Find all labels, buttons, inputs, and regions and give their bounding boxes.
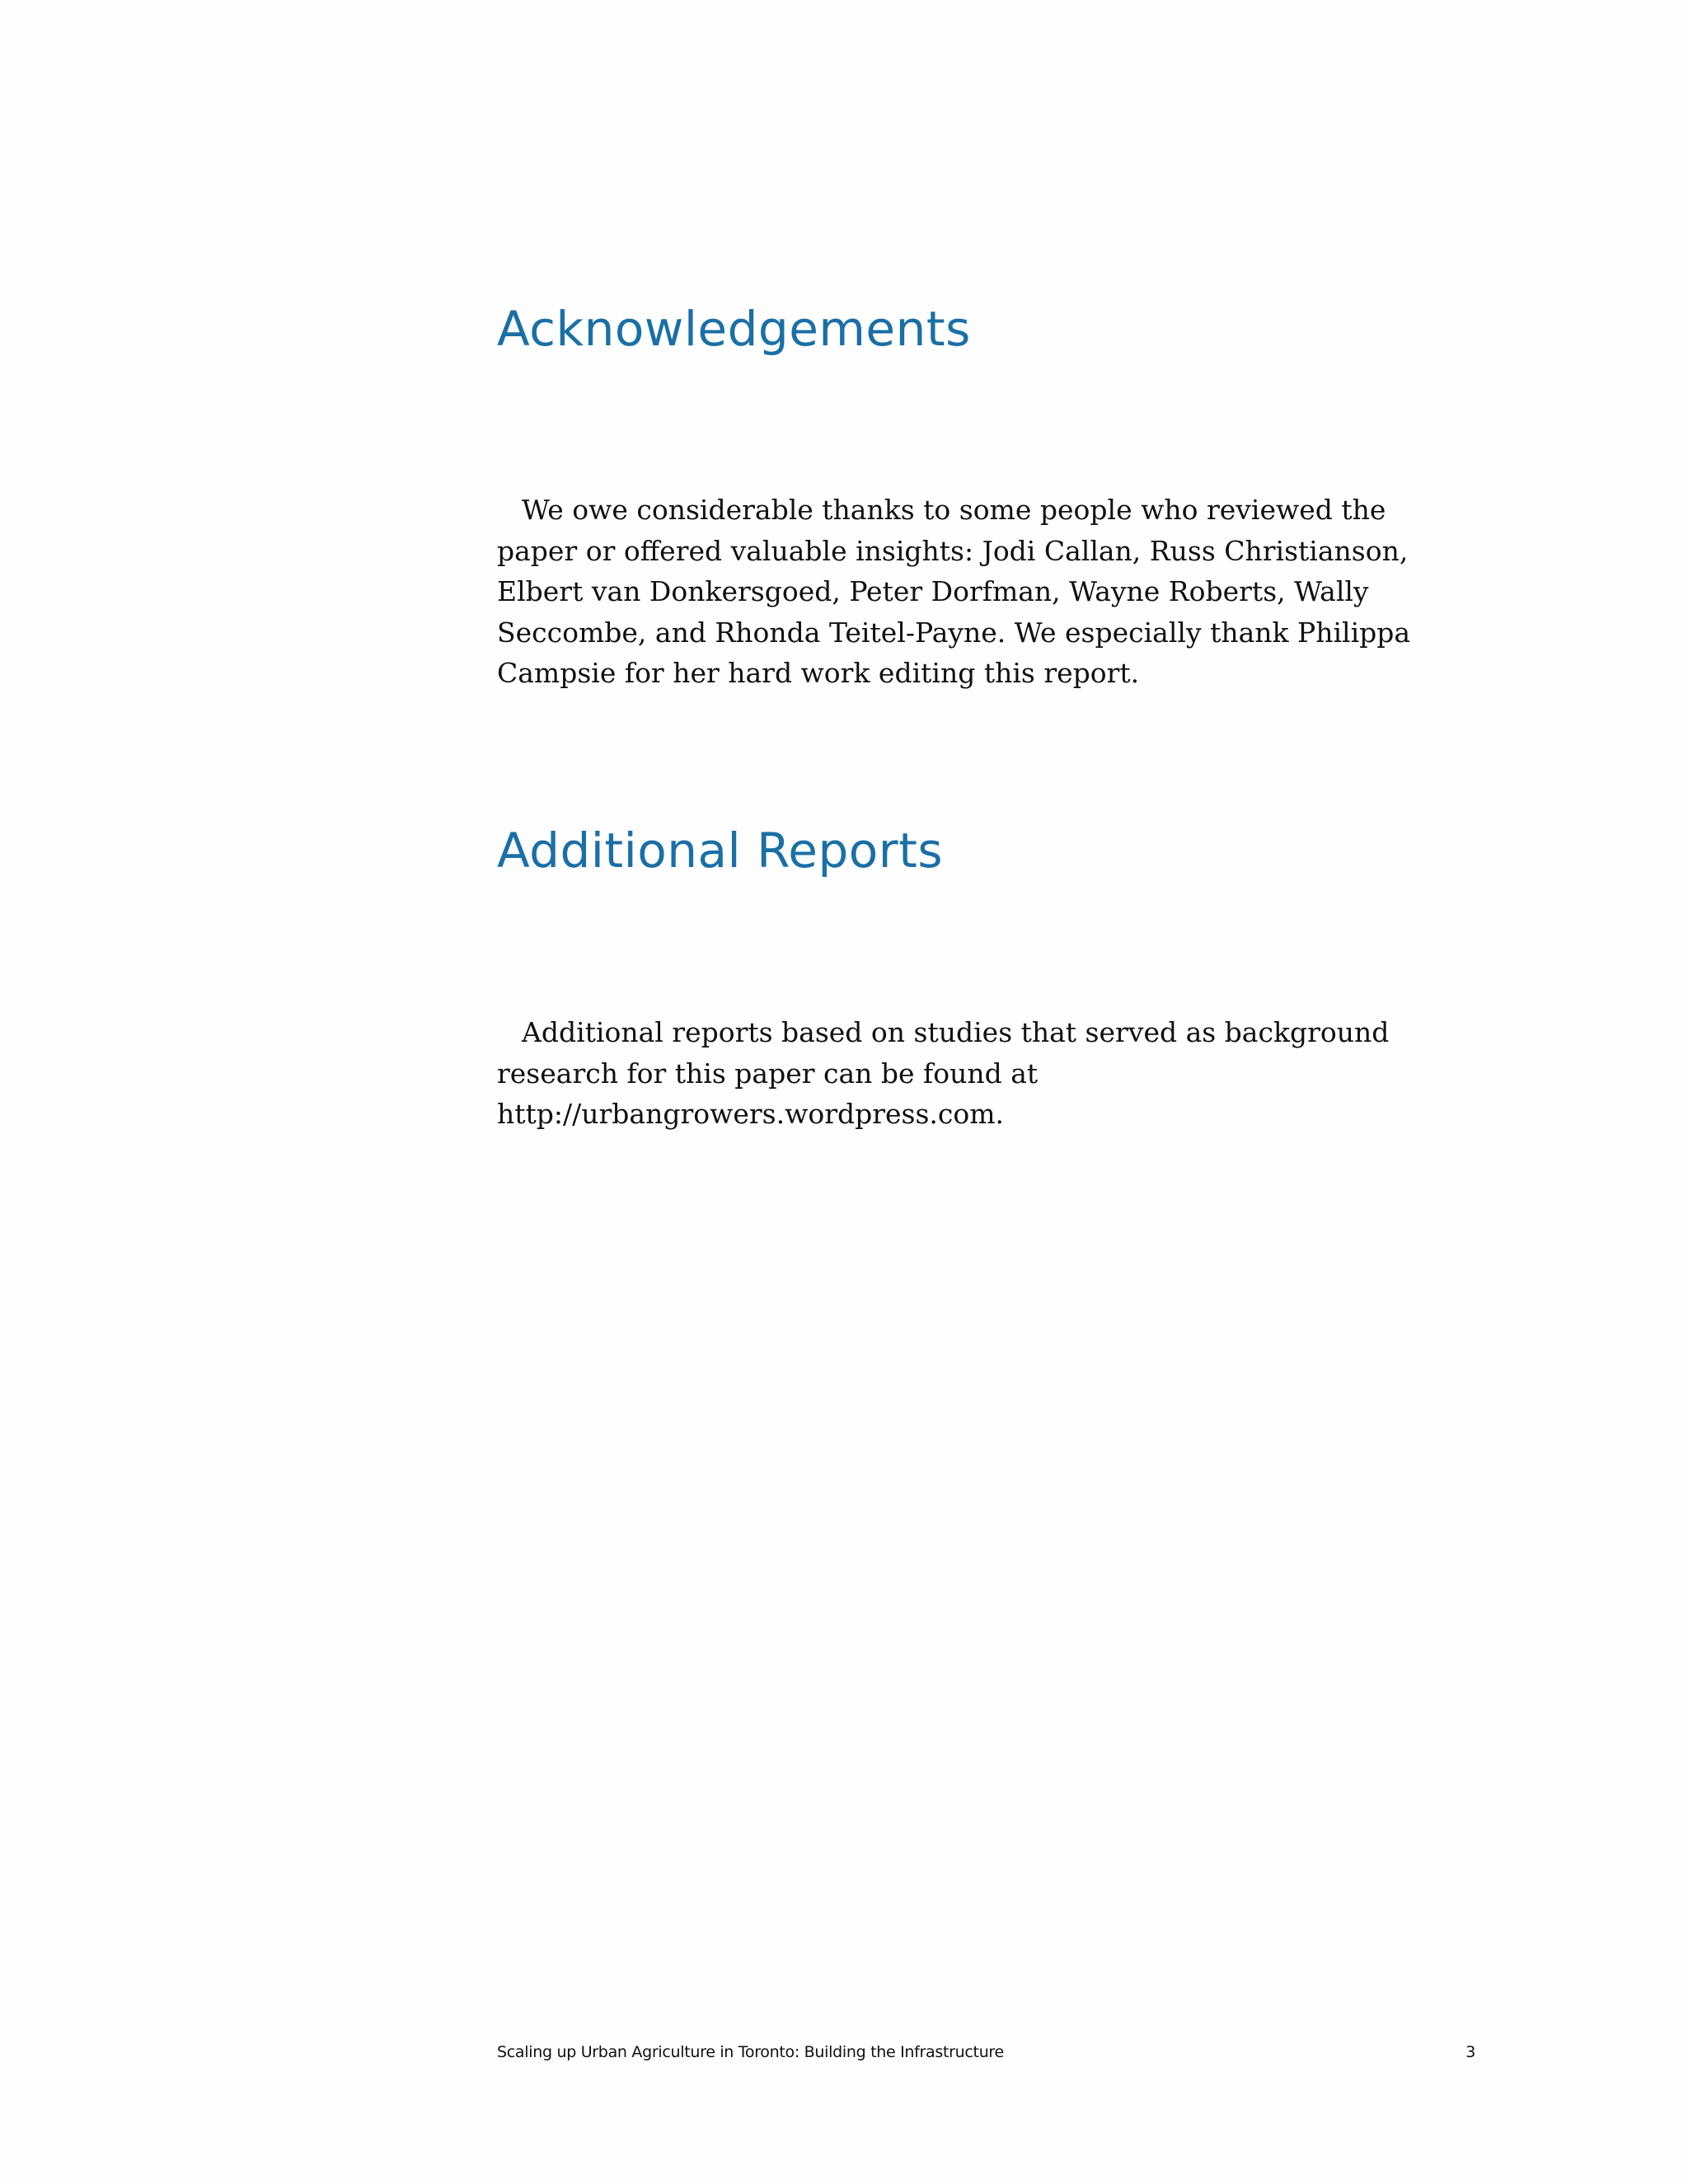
footer-page-number: 3 bbox=[1465, 2043, 1475, 2061]
acknowledgements-heading: Acknowledgements bbox=[497, 301, 971, 357]
additional-reports-heading: Additional Reports bbox=[497, 823, 944, 879]
acknowledgements-paragraph: We owe considerable thanks to some people who reviewed the paper or offered valuable insights: Jodi Callan, Russ Christianson, Elbert van Donkersgoed, Peter Dorfman, Wayne Roberts, Wally Seccombe, and Rhonda Teitel-Payne. We especially thank Philippa Campsie for her hard work editing this report. bbox=[497, 494, 1411, 689]
footer-document-title: Scaling up Urban Agriculture in Toronto: Building the Infrastructure bbox=[497, 2043, 1004, 2061]
additional-reports-paragraph: Additional reports based on studies that served as background research for this paper can be found at http://urbangrowers.wordpress.com. bbox=[497, 1016, 1390, 1130]
